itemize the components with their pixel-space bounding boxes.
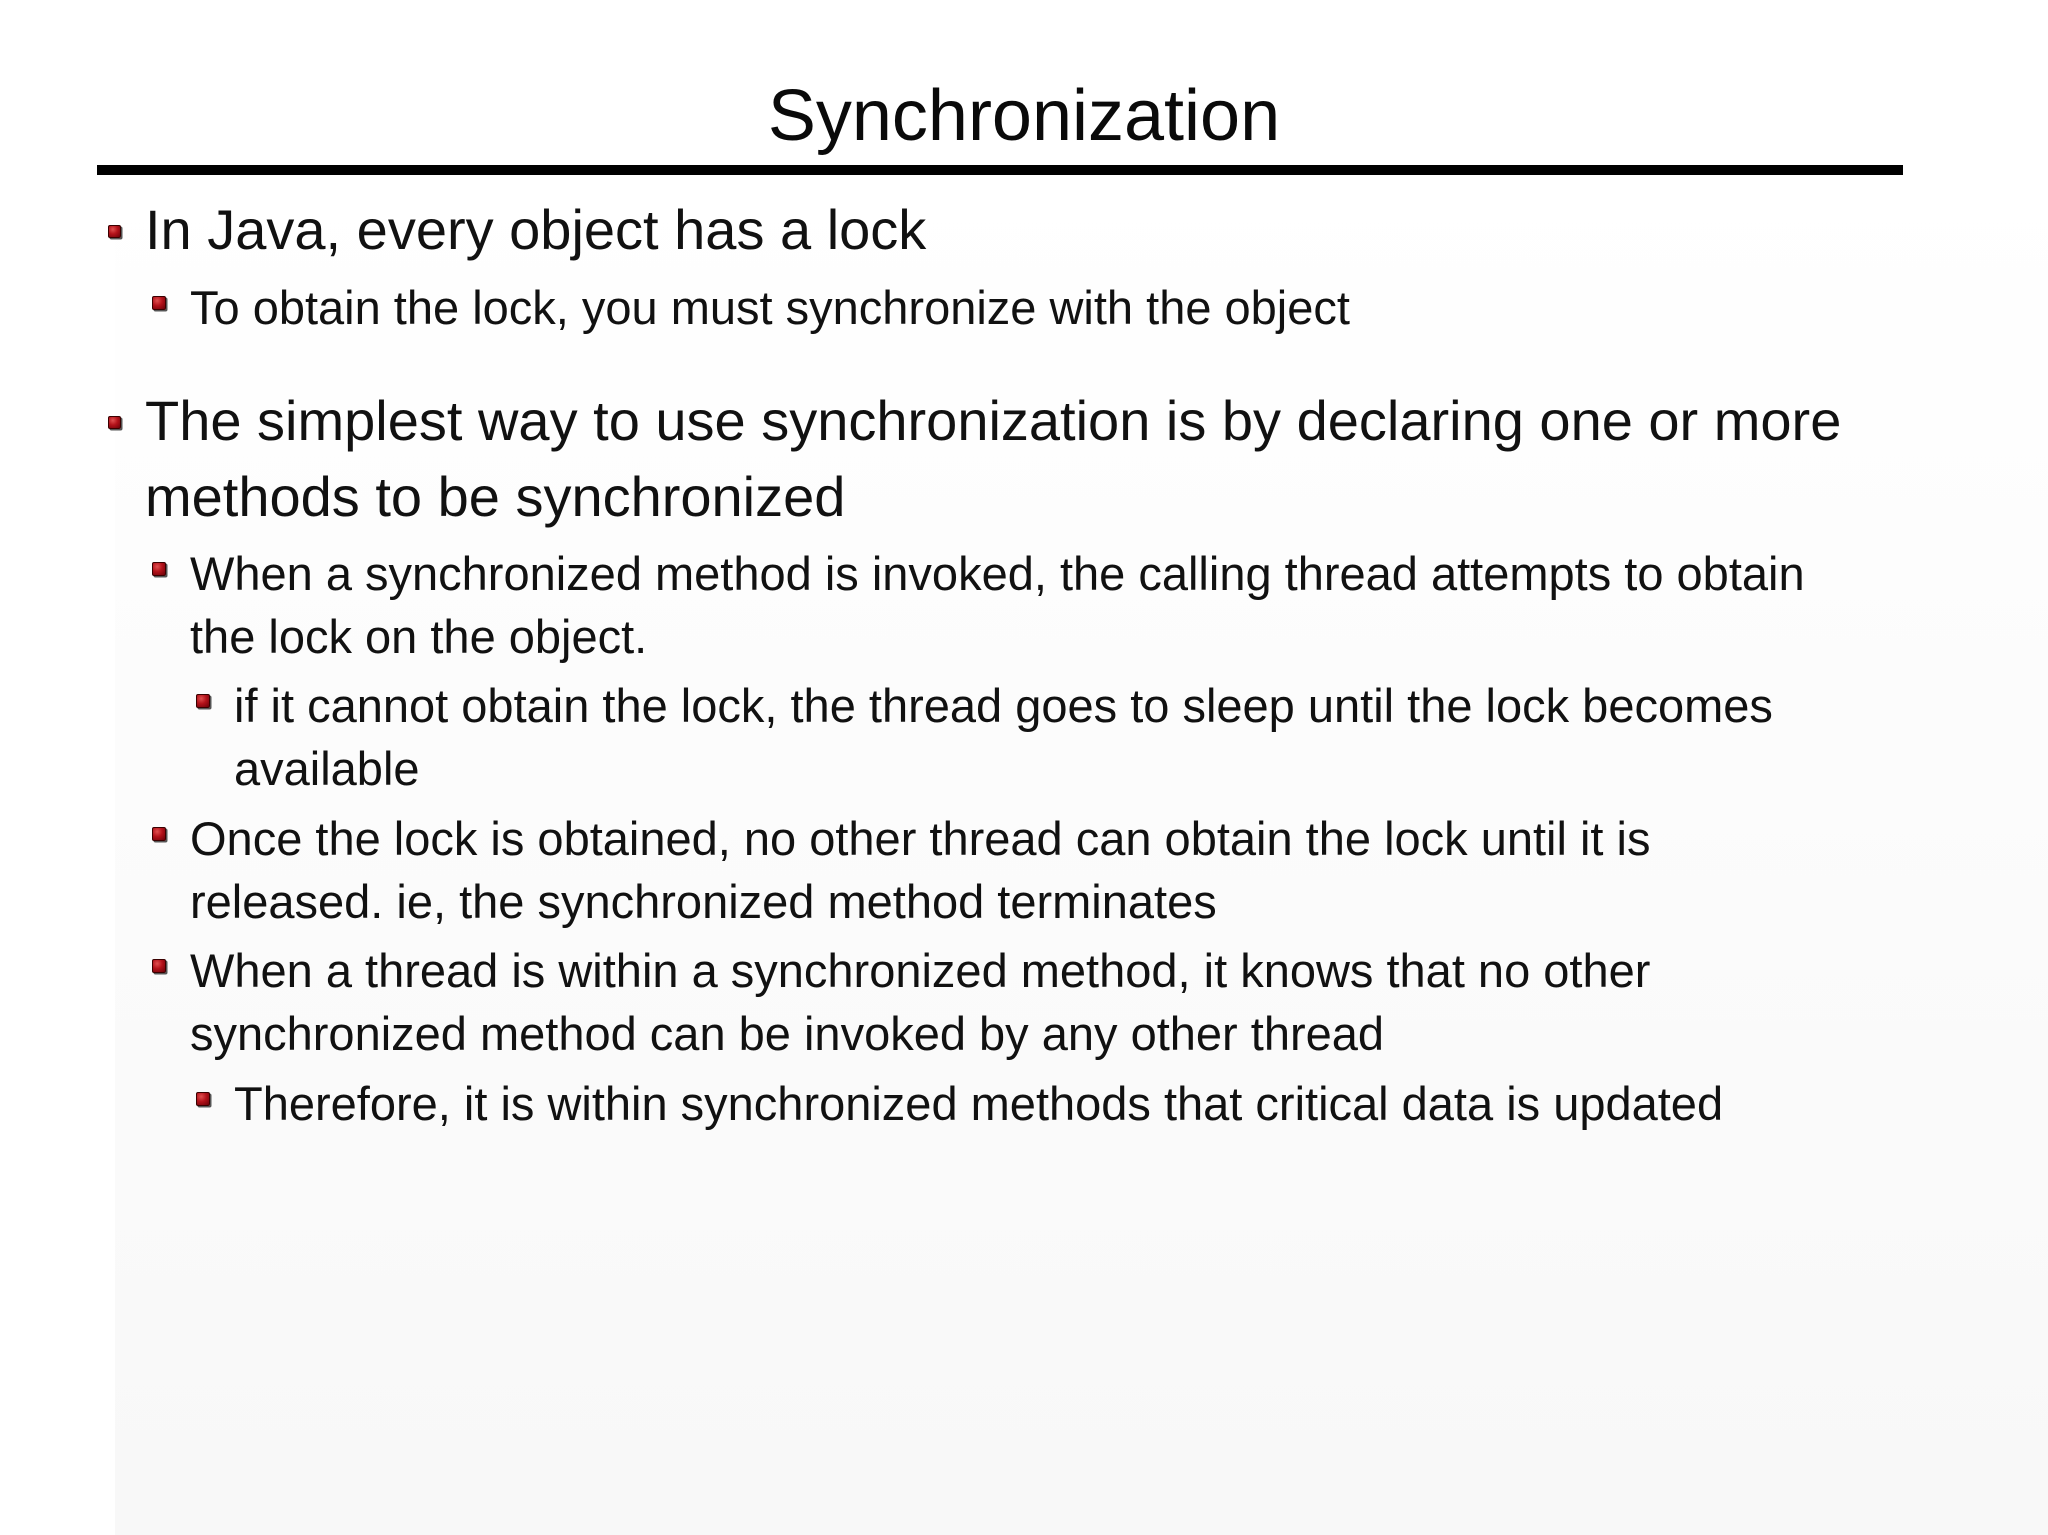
bullet-text: if it cannot obtain the lock, the thread goes to sleep until the lock becomes available xyxy=(234,679,1773,795)
bullet-item-level2 xyxy=(190,939,1850,1065)
bullet-text: When a thread is within a synchronized method, it knows that no other synchronized method can be invoked by any other thread xyxy=(190,944,1651,1060)
red-square-bullet-icon xyxy=(152,959,166,973)
bullet-text: When a synchronized method is invoked, the calling thread attempts to obtain the lock on the object. xyxy=(190,547,1805,663)
bullet-text: Once the lock is obtained, no other thread can obtain the lock until it is released. ie, the synchronized method terminates xyxy=(190,812,1651,928)
bullet-text: The simplest way to use synchronization is by declaring one or more methods to be synchronized xyxy=(145,389,1842,528)
bullet-text: To obtain the lock, you must synchronize with the object xyxy=(190,281,1350,334)
bullet-item-level1 xyxy=(145,192,1965,268)
red-square-bullet-icon xyxy=(108,225,121,238)
bullet-item-level3 xyxy=(234,1072,2034,1135)
title-divider xyxy=(97,165,1903,175)
bullet-text: Therefore, it is within synchronized methods that critical data is updated xyxy=(234,1077,1724,1130)
bullet-text: In Java, every object has a lock xyxy=(145,198,927,261)
bullet-item-level2 xyxy=(190,807,1850,933)
red-square-bullet-icon xyxy=(196,1092,210,1106)
red-square-bullet-icon xyxy=(152,827,166,841)
bullet-item-level1 xyxy=(145,383,1905,535)
bullet-item-level2 xyxy=(190,276,1970,339)
bullet-item-level3 xyxy=(234,674,1794,800)
red-square-bullet-icon xyxy=(152,562,166,576)
bullet-item-level2 xyxy=(190,542,1870,668)
red-square-bullet-icon xyxy=(152,296,166,310)
red-square-bullet-icon xyxy=(108,416,121,429)
red-square-bullet-icon xyxy=(196,694,210,708)
slide-title: Synchronization xyxy=(767,76,1281,156)
